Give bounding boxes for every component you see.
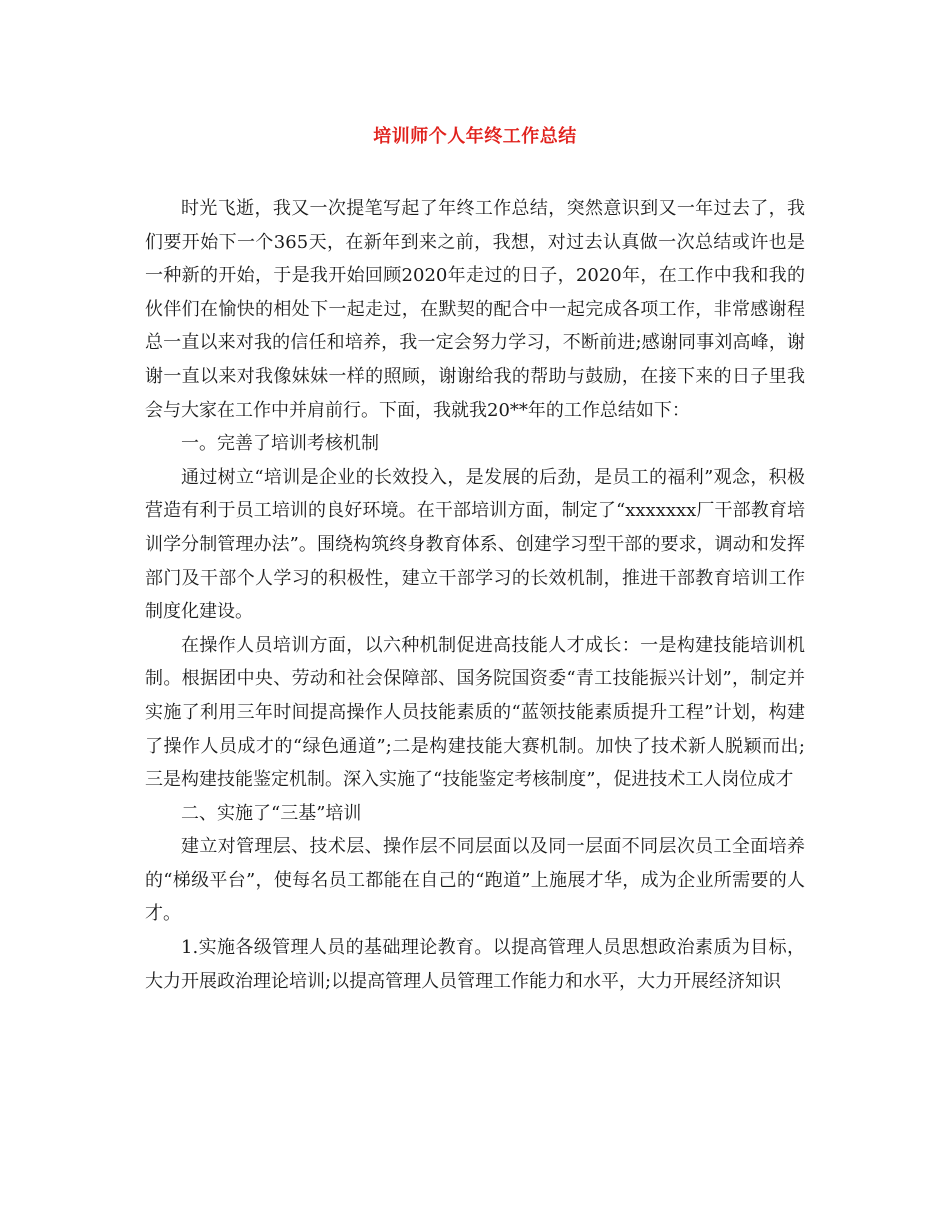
paragraph-ladder-platform: 建立对管理层、技术层、操作层不同层面以及同一层面不同层次员工全面培养的“梯级平台”，使每名员工都能在自己的“跑道”上施展才华，成为企业所需要的人才。 — [145, 836, 805, 925]
document-title: 培训师个人年终工作总结 — [373, 126, 577, 147]
section-heading-1: 一。完善了培训考核机制 — [181, 433, 379, 455]
section-heading-2: 二、实施了“三基”培训 — [181, 802, 362, 824]
paragraph-operator-training: 在操作人员培训方面，以六种机制促进高技能人才成长：一是构建技能培训机制。根据团中央、劳动和社会保障部、国务院国资委“青工技能振兴计划”，制定并实施了利用三年时间提高操作人员技能素质的“蓝领技能素质提升工程”计划，构建了操作人员成才的“绿色通道”;二是构建技能大赛机制。加快了技术新人脱颖而出;三是构建技能鉴定机制。深入实施了“技能鉴定考核制度”，促进技术工人岗位成才 — [145, 634, 805, 791]
document-body — [145, 192, 805, 998]
paragraph-management-education: 1.实施各级管理人员的基础理论教育。以提高管理人员思想政治素质为目标，大力开展政治理论培训;以提高管理人员管理工作能力和水平，大力开展经济知识 — [145, 937, 805, 992]
paragraph-cadre-training: 通过树立“培训是企业的长效投入，是发展的后劲，是员工的福利”观念，积极营造有利于员工培训的良好环境。在干部培训方面，制定了“xxxxxxx厂干部教育培训学分制管理办法”。围绕构筑终身教育体系、创建学习型干部的要求，调动和发挥部门及干部个人学习的积极性，建立干部学习的长效机制，推进干部教育培训工作制度化建设。 — [145, 466, 805, 623]
paragraph-intro: 时光飞逝，我又一次提笔写起了年终工作总结，突然意识到又一年过去了，我们要开始下一个365天，在新年到来之前，我想，对过去认真做一次总结或许也是一种新的开始，于是我开始回顾2020年走过的日子，2020年，在工作中我和我的伙伴们在愉快的相处下一起走过，在默契的配合中一起完成各项工作，非常感谢程总一直以来对我的信任和培养，我一定会努力学习，不断前进;感谢同事刘高峰，谢谢一直以来对我像妹妹一样的照顾，谢谢给我的帮助与鼓励，在接下来的日子里我会与大家在工作中并肩前行。下面，我就我20**年的工作总结如下： — [145, 198, 805, 421]
